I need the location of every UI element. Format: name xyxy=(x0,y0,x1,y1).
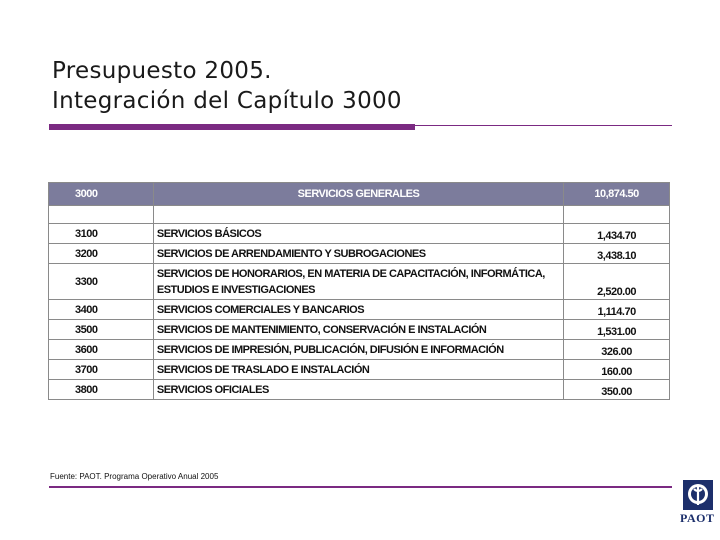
table-header-row xyxy=(49,183,670,206)
row-description: SERVICIOS OFICIALES xyxy=(153,380,563,400)
row-amount: 2,520.00 xyxy=(564,264,670,300)
table-row xyxy=(49,340,670,360)
paot-logo-svg xyxy=(683,480,713,510)
table-spacer-row xyxy=(49,206,670,224)
footer-divider xyxy=(49,486,672,488)
budget-table xyxy=(48,182,670,400)
source-note: Fuente: PAOT. Programa Operativo Anual 2005 xyxy=(50,472,219,481)
table-row xyxy=(49,320,670,340)
table-row xyxy=(49,360,670,380)
row-description: SERVICIOS DE TRASLADO E INSTALACIÓN xyxy=(153,360,563,380)
table-row xyxy=(49,300,670,320)
row-description: SERVICIOS COMERCIALES Y BANCARIOS xyxy=(153,300,563,320)
header-code: 3000 xyxy=(49,183,154,206)
logo-text: PAOT xyxy=(680,511,715,525)
row-amount: 3,438.10 xyxy=(564,244,670,264)
row-description: SERVICIOS DE MANTENIMIENTO, CONSERVACIÓN E INSTALACIÓN xyxy=(153,320,563,340)
slide-title-line1: Presupuesto 2005. xyxy=(52,58,272,84)
row-description: SERVICIOS DE IMPRESIÓN, PUBLICACIÓN, DIFUSIÓN E INFORMACIÓN xyxy=(153,340,563,360)
row-amount: 326.00 xyxy=(564,340,670,360)
row-code: 3400 xyxy=(49,300,154,320)
row-code: 3700 xyxy=(49,360,154,380)
table-row xyxy=(49,264,670,300)
row-description: SERVICIOS DE ARRENDAMIENTO Y SUBROGACIONES xyxy=(153,244,563,264)
row-code: 3600 xyxy=(49,340,154,360)
header-description: SERVICIOS GENERALES xyxy=(153,183,563,206)
table-row xyxy=(49,380,670,400)
row-description: SERVICIOS DE HONORARIOS, EN MATERIA DE CAPACITACIÓN, INFORMÁTICA, ESTUDIOS E INVESTIGACIONES xyxy=(153,264,563,300)
row-amount: 1,531.00 xyxy=(564,320,670,340)
paot-logo-icon xyxy=(683,480,713,510)
row-code: 3300 xyxy=(49,264,154,300)
row-amount: 1,114.70 xyxy=(564,300,670,320)
row-code: 3500 xyxy=(49,320,154,340)
table-row xyxy=(49,244,670,264)
row-amount: 160.00 xyxy=(564,360,670,380)
row-code: 3800 xyxy=(49,380,154,400)
header-amount: 10,874.50 xyxy=(564,183,670,206)
row-code: 3200 xyxy=(49,244,154,264)
title-divider-thick xyxy=(49,124,415,130)
row-description: SERVICIOS BÁSICOS xyxy=(153,224,563,244)
slide-title xyxy=(52,56,402,116)
row-amount: 350.00 xyxy=(564,380,670,400)
row-code: 3100 xyxy=(49,224,154,244)
row-amount: 1,434.70 xyxy=(564,224,670,244)
table-row xyxy=(49,224,670,244)
slide-title-line2: Integración del Capítulo 3000 xyxy=(52,88,402,114)
